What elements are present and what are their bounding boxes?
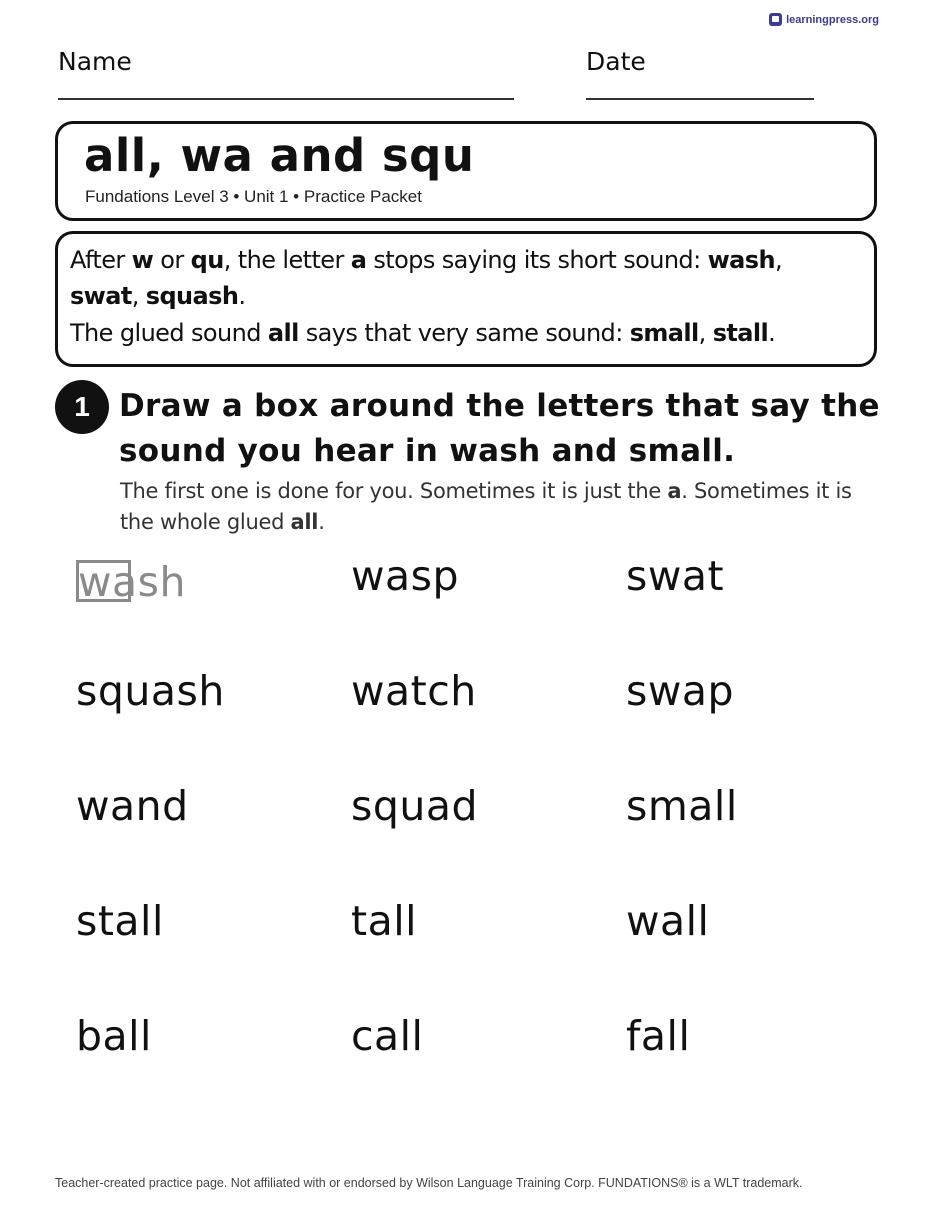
word-item[interactable]: fall	[626, 1012, 691, 1060]
word-item[interactable]: ball	[76, 1012, 152, 1060]
text-run: stops saying its short sound:	[366, 246, 708, 274]
text-run: After	[70, 246, 132, 274]
step-instruction: Draw a box around the letters that say the sound you hear in wash and small.	[119, 388, 880, 469]
bold-text: all	[267, 319, 299, 347]
word-item[interactable]: wall	[626, 897, 710, 945]
word-item[interactable]: squad	[351, 782, 479, 830]
name-label: Name	[58, 47, 132, 76]
word-item[interactable]: call	[351, 1012, 424, 1060]
text-run: The glued sound	[70, 319, 268, 347]
book-icon	[769, 13, 782, 26]
text-run: says that very same sound:	[298, 319, 630, 347]
date-line	[586, 98, 814, 100]
example-word	[78, 558, 186, 606]
text-run: or	[153, 246, 191, 274]
word-item[interactable]: small	[626, 782, 738, 830]
text-run: .	[768, 319, 776, 347]
brand-logo	[769, 13, 879, 26]
word-item[interactable]: watch	[351, 667, 477, 715]
text-run: , the letter	[223, 246, 351, 274]
title-box	[55, 121, 877, 221]
text-run: ,	[698, 319, 713, 347]
example-rest: sh	[137, 558, 187, 606]
word-item[interactable]: wand	[76, 782, 189, 830]
bold-text: all	[290, 510, 319, 534]
bold-text: wash	[707, 246, 775, 274]
word-item[interactable]: swap	[626, 667, 735, 715]
name-line	[58, 98, 514, 100]
page-title: all, wa and squ	[84, 129, 475, 182]
bold-text: qu	[190, 246, 224, 274]
step-note	[120, 476, 890, 538]
bold-text: swat	[70, 282, 132, 310]
step-number: 1	[55, 380, 109, 434]
rule-box	[55, 231, 877, 367]
example-box	[76, 560, 131, 602]
rule-line-2	[70, 282, 245, 310]
bold-text: squash	[145, 282, 239, 310]
rule-line-1	[70, 246, 782, 274]
date-field[interactable]	[586, 47, 814, 100]
text-run: The first one is done for you. Sometimes it is just the	[120, 479, 668, 503]
bold-text: stall	[712, 319, 769, 347]
text-run: .	[318, 510, 325, 534]
word-item[interactable]: stall	[76, 897, 164, 945]
footer-disclaimer: Teacher-created practice page. Not affiliated with or endorsed by Wilson Language Training Corp. FUNDATIONS® is a WLT trademark.	[55, 1176, 803, 1190]
text-run: .	[238, 282, 246, 310]
name-field[interactable]	[58, 47, 514, 100]
bold-text: w	[131, 246, 154, 274]
word-item[interactable]: wasp	[351, 552, 460, 600]
bold-text: small	[629, 319, 699, 347]
text-run: . Sometimes it is the whole glued	[120, 479, 852, 534]
text-run: ,	[774, 246, 782, 274]
word-item[interactable]: tall	[351, 897, 417, 945]
date-label: Date	[586, 47, 646, 76]
brand-text: learningpress.org	[786, 13, 879, 26]
rule-line-3	[70, 319, 775, 347]
page-subtitle: Fundations Level 3 • Unit 1 • Practice Packet	[85, 187, 422, 206]
example-boxed-part: wa	[78, 558, 138, 606]
word-item[interactable]: squash	[76, 667, 225, 715]
text-run: ,	[131, 282, 146, 310]
word-item[interactable]: swat	[626, 552, 725, 600]
bold-text: a	[350, 246, 367, 274]
bold-text: a	[667, 479, 682, 503]
